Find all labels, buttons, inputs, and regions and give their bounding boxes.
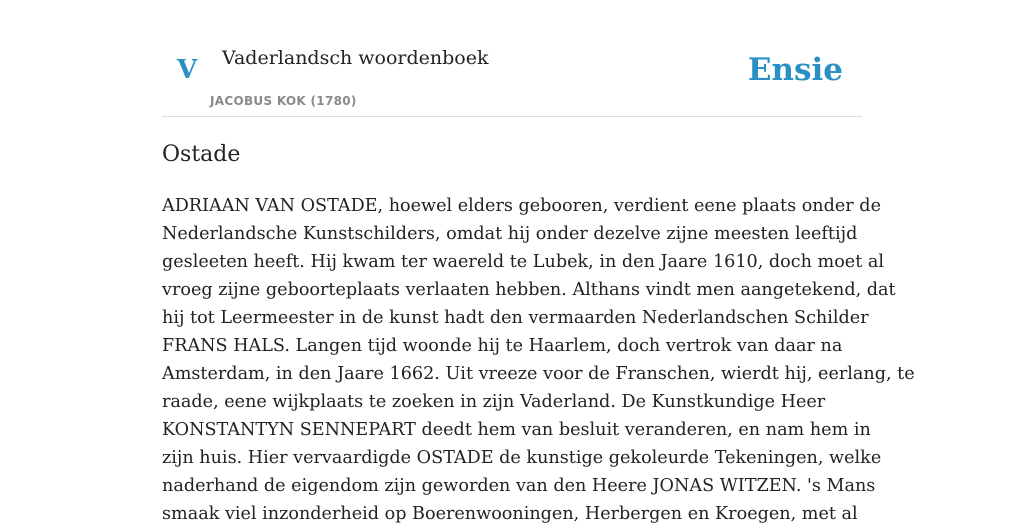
dictionary-header (162, 0, 862, 117)
ensie-logo[interactable]: Ensie (747, 52, 843, 88)
entry-line: zijn huis. Hier vervaardigde OSTADE de kunstige gekoleurde Tekeningen, welke (162, 448, 882, 468)
entry-line: ADRIAAN VAN OSTADE, hoewel elders gebooren, verdient eene plaats onder de (162, 196, 881, 216)
entry-line: hij tot Leermeester in de kunst hadt den vermaarden Nederlandschen Schilder (162, 308, 869, 328)
entry-line: vroeg zijne geboorteplaats verlaaten hebben. Althans vindt men aangetekend, dat (162, 280, 896, 300)
entry-line: Amsterdam, in den Jaare 1662. Uit vreeze voor de Franschen, wierdt hij, eerlang, te (162, 364, 915, 384)
book-title-link[interactable]: Vaderlandsch woordenboek (222, 47, 489, 69)
entry-line: gesleeten heeft. Hij kwam ter waereld te Lubek, in den Jaare 1610, doch moet al (162, 252, 884, 272)
book-letter-icon[interactable]: V (177, 55, 198, 85)
entry-line: smaak viel inzonderheid op Boerenwooningen, Herbergen en Kroegen, met al (162, 504, 858, 524)
entry-body (162, 192, 915, 528)
entry-line: naderhand de eigendom zijn geworden van den Heere JONAS WITZEN. 's Mans (162, 476, 876, 496)
entry-line: Nederlandsche Kunstschilders, omdat hij onder dezelve zijne meesten leeftijd (162, 224, 858, 244)
book-author: JACOBUS KOK (1780) (210, 94, 357, 108)
entry-title: Ostade (162, 142, 241, 167)
entry-line: raade, eene wijkplaats te zoeken in zijn Vaderland. De Kunstkundige Heer (162, 392, 826, 412)
entry-line: KONSTANTYN SENNEPART deedt hem van besluit veranderen, en nam hem in (162, 420, 871, 440)
entry-line: FRANS HALS. Langen tijd woonde hij te Haarlem, doch vertrok van daar na (162, 336, 843, 356)
